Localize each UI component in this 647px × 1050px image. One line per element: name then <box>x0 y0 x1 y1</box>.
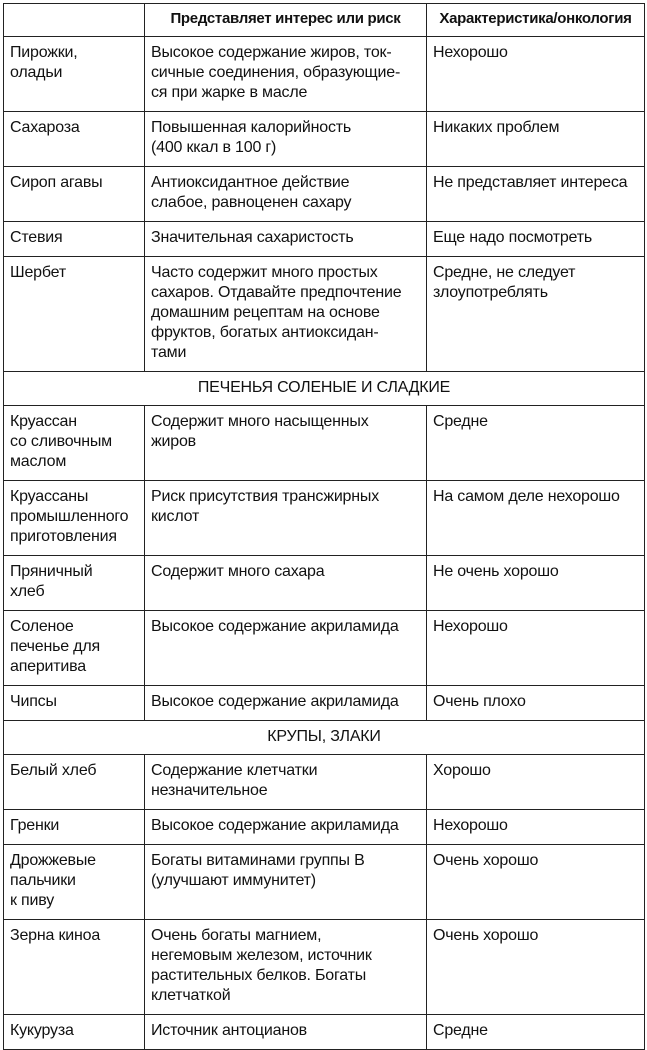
table-row <box>4 686 645 721</box>
table-row <box>4 845 645 920</box>
product-risk: Часто содержит много простых сахаров. Отдавайте предпочтение домашним рецептам на основе фруктов, богатых антиоксидан- тами <box>145 257 427 372</box>
product-risk: Содержит много сахара <box>145 556 427 611</box>
header-interest-risk: Представляет интерес или риск <box>145 4 427 37</box>
table-row <box>4 755 645 810</box>
food-risk-table <box>3 3 645 1050</box>
product-name: Сироп агавы <box>4 167 145 222</box>
product-name: Зерна киноа <box>4 920 145 1015</box>
section-heading-cookies: ПЕЧЕНЬЯ СОЛЕНЫЕ И СЛАДКИЕ <box>4 372 645 406</box>
product-rating: Очень хорошо <box>427 845 645 920</box>
table-row <box>4 481 645 556</box>
product-risk: Высокое содержание акриламида <box>145 810 427 845</box>
header-row <box>4 4 645 37</box>
table-body <box>4 37 645 1050</box>
product-rating: Средне <box>427 1015 645 1050</box>
product-risk: Содержание клетчатки незначительное <box>145 755 427 810</box>
product-rating: Нехорошо <box>427 810 645 845</box>
product-risk: Источник антоцианов <box>145 1015 427 1050</box>
product-risk: Повышенная калорийность (400 ккал в 100 г) <box>145 112 427 167</box>
product-name: Соленое печенье для аперитива <box>4 611 145 686</box>
product-rating: Никаких проблем <box>427 112 645 167</box>
product-risk: Высокое содержание акриламида <box>145 686 427 721</box>
product-rating: Хорошо <box>427 755 645 810</box>
product-name: Стевия <box>4 222 145 257</box>
product-rating: Нехорошо <box>427 37 645 112</box>
section-row <box>4 721 645 755</box>
product-rating: Средне <box>427 406 645 481</box>
product-name: Дрожжевые пальчики к пиву <box>4 845 145 920</box>
table-row <box>4 556 645 611</box>
product-rating: Не представляет интереса <box>427 167 645 222</box>
header-product <box>4 4 145 37</box>
section-row <box>4 372 645 406</box>
product-name: Круассаны промышленного приготовления <box>4 481 145 556</box>
product-rating: Средне, не следует злоупотреблять <box>427 257 645 372</box>
table-row <box>4 222 645 257</box>
section-heading-grains: КРУПЫ, ЗЛАКИ <box>4 721 645 755</box>
product-risk: Высокое содержание жиров, ток- сичные соединения, образующие- ся при жарке в масле <box>145 37 427 112</box>
product-rating: Очень хорошо <box>427 920 645 1015</box>
table-row <box>4 1015 645 1050</box>
table-row <box>4 920 645 1015</box>
table-row <box>4 167 645 222</box>
table-row <box>4 37 645 112</box>
product-risk: Богаты витаминами группы В (улучшают иммунитет) <box>145 845 427 920</box>
product-risk: Содержит много насыщенных жиров <box>145 406 427 481</box>
table-header <box>4 4 645 37</box>
product-risk: Значительная сахаристость <box>145 222 427 257</box>
product-risk: Антиоксидантное действие слабое, равноценен сахару <box>145 167 427 222</box>
product-rating: На самом деле нехорошо <box>427 481 645 556</box>
table-row <box>4 406 645 481</box>
table-row <box>4 257 645 372</box>
product-name: Сахароза <box>4 112 145 167</box>
header-rating: Характеристика/онкология <box>427 4 645 37</box>
product-name: Чипсы <box>4 686 145 721</box>
product-rating: Не очень хорошо <box>427 556 645 611</box>
product-name: Пирожки, оладьи <box>4 37 145 112</box>
product-name: Гренки <box>4 810 145 845</box>
product-name: Пряничный хлеб <box>4 556 145 611</box>
table-row <box>4 611 645 686</box>
product-name: Кукуруза <box>4 1015 145 1050</box>
product-risk: Высокое содержание акриламида <box>145 611 427 686</box>
product-risk: Риск присутствия трансжирных кислот <box>145 481 427 556</box>
table-row <box>4 112 645 167</box>
product-name: Белый хлеб <box>4 755 145 810</box>
product-name: Круассан со сливочным маслом <box>4 406 145 481</box>
product-risk: Очень богаты магнием, негемовым железом, источник растительных белков. Богаты клетчаткой <box>145 920 427 1015</box>
product-rating: Очень плохо <box>427 686 645 721</box>
product-rating: Нехорошо <box>427 611 645 686</box>
product-name: Шербет <box>4 257 145 372</box>
table-row <box>4 810 645 845</box>
product-rating: Еще надо посмотреть <box>427 222 645 257</box>
